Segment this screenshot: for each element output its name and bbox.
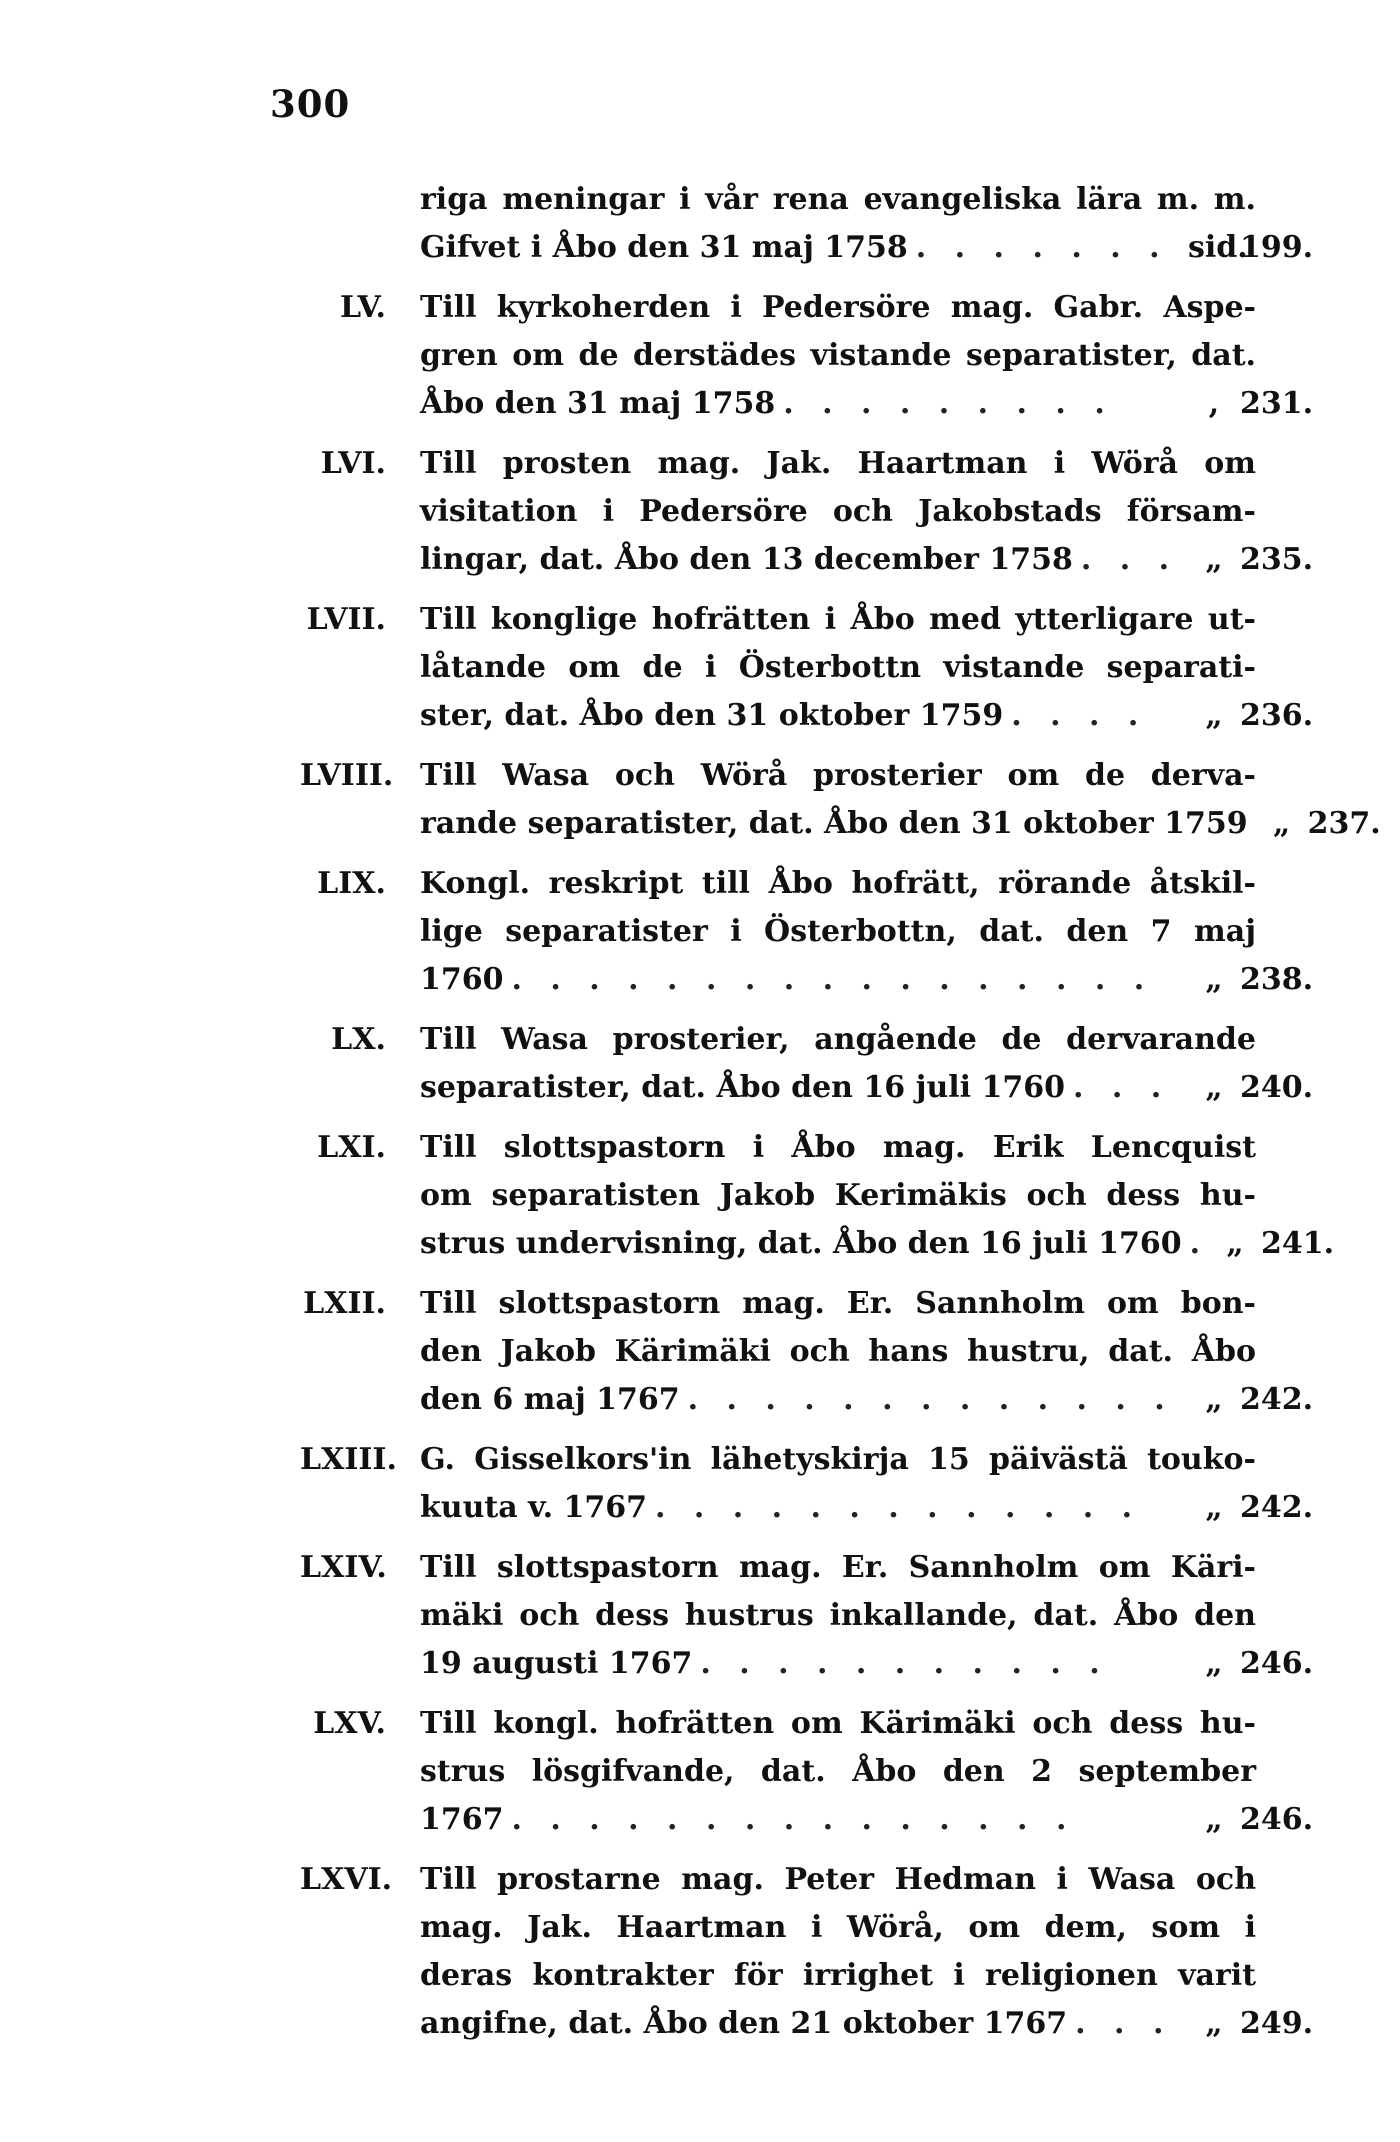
ditto-mark: , (1208, 386, 1220, 421)
entry-line: Till kongl. hofrätten om Kärimäki och dess hu- (420, 1706, 1256, 1741)
toc-entry (300, 1436, 1314, 1532)
toc-entry (300, 440, 1314, 584)
entry-last-text: kuuta v. 1767 (420, 1490, 647, 1525)
leader-dots: . . . . . . . . . . . . . (687, 1382, 1174, 1417)
entry-body (420, 440, 1314, 584)
entry-line: Till slottspastorn mag. Er. Sannholm om Käri- (420, 1550, 1256, 1585)
leader-dots: . . . . . . . . . . . . . (654, 1490, 1142, 1525)
ditto-mark: „ (1205, 1070, 1223, 1105)
ditto-mark: „ (1205, 1646, 1223, 1681)
leader-dots: . . . . . . . . . (783, 386, 1114, 421)
leader-dots: . . . (1080, 542, 1179, 577)
entry-last-line (420, 1376, 1314, 1424)
page-reference: 240. (1240, 1070, 1314, 1105)
entry-last-text: 1760 (420, 962, 504, 997)
entry-last-text: strus undervisning, dat. Åbo den 16 juli 1760 (420, 1226, 1182, 1261)
leader-dots: . . . . . . . . . . . . . . . (511, 1802, 1076, 1837)
entry-last-text: Åbo den 31 maj 1758 (420, 386, 776, 421)
entry-body (420, 1280, 1314, 1424)
entry-body (420, 284, 1314, 428)
entry-last-line (420, 800, 1381, 848)
entry-numeral: LVII. (306, 602, 386, 637)
entry-line: Till prosten mag. Jak. Haartman i Wörå om (420, 446, 1256, 481)
page-reference: 231. (1240, 386, 1314, 421)
toc-entry (300, 284, 1314, 428)
toc-entry (300, 1124, 1335, 1268)
leader-dots: . (1189, 1226, 1210, 1261)
entry-line: om separatisten Jakob Kerimäkis och dess hu- (420, 1178, 1256, 1213)
page-reference: 237. (1307, 806, 1381, 841)
entry-numeral: LXIV. (300, 1550, 387, 1585)
entry-numeral: LX. (331, 1022, 386, 1057)
page-reference: 242. (1240, 1382, 1314, 1417)
ditto-mark: „ (1205, 1490, 1223, 1525)
page-reference: 238. (1240, 962, 1314, 997)
entry-last-line (420, 224, 1314, 272)
entry-last-line (420, 380, 1314, 428)
ditto-mark: „ (1205, 2006, 1223, 2041)
leader-dots: . . . . . . . (915, 230, 1169, 265)
entry-body (420, 1856, 1314, 2048)
entry-numeral (300, 176, 420, 272)
entry-line: lige separatister i Österbottn, dat. den 7 maj (420, 914, 1256, 949)
entry-last-line (420, 1064, 1314, 1112)
entry-last-line (420, 956, 1314, 1004)
leader-dots: . . . . . . . . . . . . . . . . . (511, 962, 1154, 997)
leader-dots: . . . . (1011, 698, 1148, 733)
leader-dots: . . . (1073, 1070, 1171, 1105)
entry-body (420, 1544, 1314, 1688)
entry-last-line (420, 1220, 1335, 1268)
entry-body (420, 1436, 1314, 1532)
page-number: 300 (270, 82, 351, 126)
entry-line: visitation i Pedersöre och Jakobstads försam- (420, 494, 1256, 529)
entry-line: mäki och dess hustrus inkallande, dat. Åbo den (420, 1598, 1256, 1633)
entry-line: Till Wasa och Wörå prosterier om de derva- (420, 758, 1256, 793)
entry-last-text: rande separatister, dat. Åbo den 31 oktober 1759 (420, 806, 1248, 841)
entry-last-line (420, 1640, 1314, 1688)
entry-body (420, 1016, 1314, 1112)
entry-body (420, 596, 1314, 740)
ditto-mark: sid. (1188, 230, 1248, 265)
toc-entry (300, 596, 1314, 740)
entry-last-line (420, 536, 1314, 584)
entry-line: strus lösgifvande, dat. Åbo den 2 september (420, 1754, 1256, 1789)
entry-line: Till prostarne mag. Peter Hedman i Wasa och (420, 1862, 1256, 1897)
page-reference: 199. (1240, 230, 1314, 265)
entry-numeral: LIX. (317, 866, 386, 901)
entry-line: Kongl. reskript till Åbo hofrätt, rörande åtskil- (420, 866, 1256, 901)
entry-last-text: den 6 maj 1767 (420, 1382, 680, 1417)
page-reference: 241. (1261, 1226, 1335, 1261)
ditto-mark: „ (1205, 698, 1223, 733)
entry-line: mag. Jak. Haartman i Wörå, om dem, som i (420, 1910, 1256, 1945)
entry-numeral: LVI. (320, 446, 386, 481)
toc-entry (300, 1280, 1314, 1424)
toc-entry (300, 1856, 1314, 2048)
entry-numeral: LXII. (303, 1286, 386, 1321)
entry-line: deras kontrakter för irrighet i religionen varit (420, 1958, 1256, 1993)
entry-line: gren om de derstädes vistande separatister, dat. (420, 338, 1256, 373)
page-reference: 236. (1240, 698, 1314, 733)
entry-last-line (420, 1484, 1314, 1532)
page-reference: 246. (1240, 1802, 1314, 1837)
page-reference: 235. (1240, 542, 1314, 577)
toc-entry (300, 1016, 1314, 1112)
entry-last-text: 19 augusti 1767 (420, 1646, 693, 1681)
entry-body (420, 176, 1314, 272)
entry-numeral: LV. (339, 290, 386, 325)
ditto-mark: „ (1205, 1802, 1223, 1837)
entry-line: Till slottspastorn i Åbo mag. Erik Lencquist (420, 1130, 1256, 1165)
ditto-mark: „ (1226, 1226, 1244, 1261)
entry-last-text: 1767 (420, 1802, 504, 1837)
entry-line: låtande om de i Österbottn vistande separati- (420, 650, 1256, 685)
entry-last-text: lingar, dat. Åbo den 13 december 1758 (420, 542, 1073, 577)
page-reference: 246. (1240, 1646, 1314, 1681)
entry-last-text: angifne, dat. Åbo den 21 oktober 1767 (420, 2006, 1068, 2041)
entry-numeral: LVIII. (300, 758, 394, 793)
entry-numeral: LXIII. (300, 1442, 397, 1477)
toc-entry (300, 176, 1314, 272)
entry-body (420, 860, 1314, 1004)
entry-line: Till slottspastorn mag. Er. Sannholm om bon- (420, 1286, 1256, 1321)
ditto-mark: „ (1205, 542, 1223, 577)
entry-last-text: separatister, dat. Åbo den 16 juli 1760 (420, 1070, 1066, 1105)
entry-line: G. Gisselkors'in lähetyskirja 15 päivästä touko- (420, 1442, 1256, 1477)
entry-body (420, 1124, 1335, 1268)
ditto-mark: „ (1273, 806, 1291, 841)
entry-numeral: LXV. (313, 1706, 386, 1741)
entry-last-text: ster, dat. Åbo den 31 oktober 1759 (420, 698, 1004, 733)
toc-entry (300, 860, 1314, 1004)
entry-last-text: Gifvet i Åbo den 31 maj 1758 (420, 230, 908, 265)
entry-body (420, 1700, 1314, 1844)
entry-last-line (420, 692, 1314, 740)
table-of-contents (300, 176, 1381, 2060)
leader-dots: . . . (1075, 2006, 1173, 2041)
leader-dots: . . . . . . . . . . . (700, 1646, 1109, 1681)
entry-line: Till Wasa prosterier, angående de dervarande (420, 1022, 1256, 1057)
entry-line: den Jakob Kärimäki och hans hustru, dat. Åbo (420, 1334, 1256, 1369)
entry-last-line (420, 1796, 1314, 1844)
entry-numeral: LXVI. (300, 1862, 393, 1897)
toc-entry (300, 752, 1381, 848)
toc-entry (300, 1544, 1314, 1688)
entry-body (420, 752, 1381, 848)
entry-numeral: LXI. (317, 1130, 386, 1165)
page-reference: 249. (1240, 2006, 1314, 2041)
ditto-mark: „ (1205, 1382, 1223, 1417)
toc-entry (300, 1700, 1314, 1844)
entry-line: riga meningar i vår rena evangeliska lära m. m. (420, 182, 1256, 217)
entry-last-line (420, 2000, 1314, 2048)
entry-line: Till konglige hofrätten i Åbo med ytterligare ut- (420, 602, 1256, 637)
entry-line: Till kyrkoherden i Pedersöre mag. Gabr. Aspe- (420, 290, 1256, 325)
page-reference: 242. (1240, 1490, 1314, 1525)
ditto-mark: „ (1205, 962, 1223, 997)
